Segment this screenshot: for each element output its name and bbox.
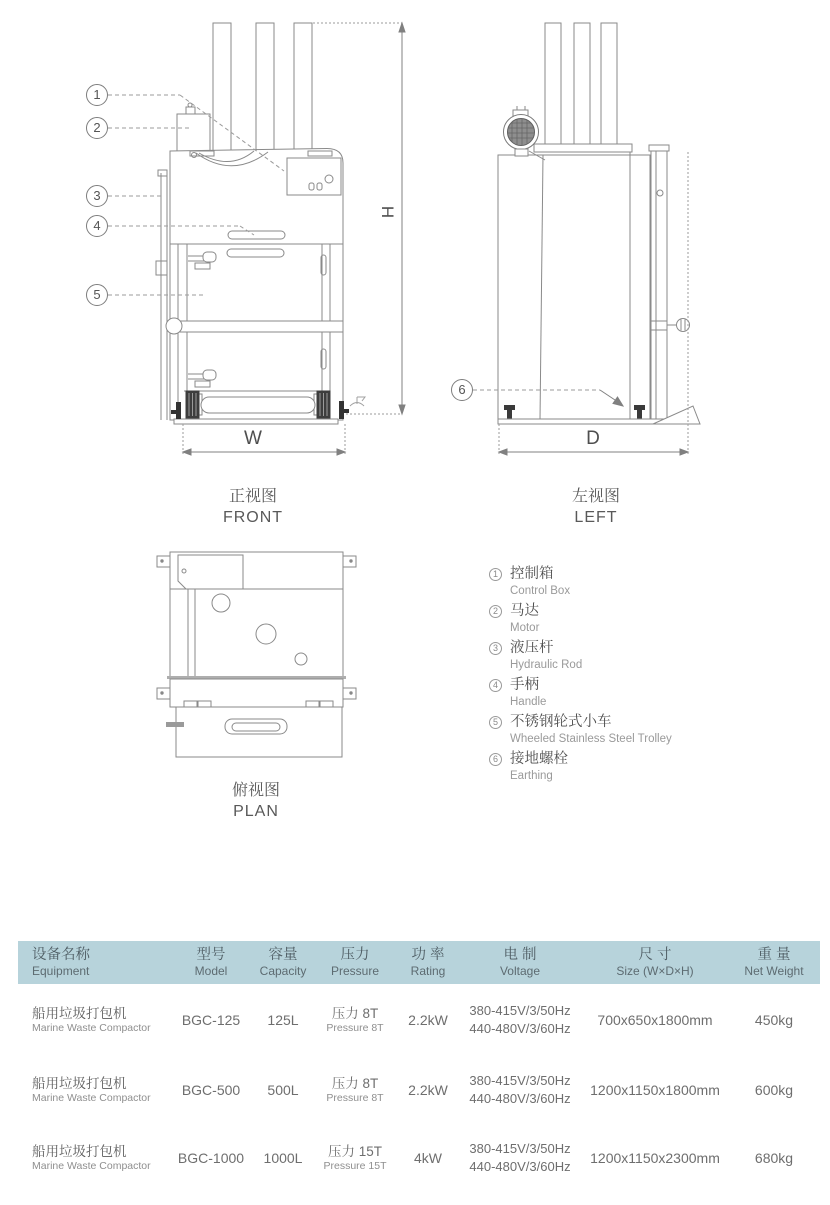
- cell-equipment: [18, 1143, 168, 1173]
- legend-num-4: 4: [489, 679, 502, 692]
- legend-num-2: 2: [489, 605, 502, 618]
- plan-view-title-en: PLAN: [233, 803, 279, 820]
- pressure-cn: 压力 8T: [331, 1006, 379, 1021]
- voltage-line-1: 380-415V/3/50Hz: [469, 1003, 571, 1018]
- voltage-line-1: 380-415V/3/50Hz: [469, 1141, 571, 1156]
- col-capacity: [254, 947, 312, 978]
- callout-6-earthing: 6: [451, 379, 473, 401]
- front-view-drawing: [156, 23, 365, 424]
- legend-cn: 接地螺栓: [510, 751, 568, 767]
- callout-5-trolley: 5: [86, 284, 108, 306]
- col-rating-cn: 功 率: [411, 947, 445, 963]
- cell-weight: 600kg: [754, 1082, 794, 1098]
- cell-capacity: 500L: [267, 1082, 299, 1098]
- legend-item-earthing: [489, 750, 799, 783]
- left-view-title-cn: 左视图: [571, 488, 621, 505]
- earthing-symbol-icon: [350, 397, 365, 406]
- left-view-title-en: LEFT: [574, 509, 618, 526]
- col-capacity-cn: 容量: [268, 947, 298, 963]
- col-pressure-cn: 压力: [340, 947, 370, 963]
- col-size-cn: 尺 寸: [638, 947, 672, 963]
- col-net-weight-en: Net Weight: [744, 964, 804, 978]
- col-rating: [398, 947, 458, 978]
- left-view-drawing: [498, 23, 700, 424]
- legend-cn: 马达: [510, 603, 539, 619]
- voltage-line-1: 380-415V/3/50Hz: [469, 1073, 571, 1088]
- cell-model: BGC-500: [181, 1082, 241, 1098]
- col-equipment: [18, 947, 168, 978]
- dim-label-w: W: [244, 428, 262, 449]
- cell-rating: 2.2kW: [408, 1012, 448, 1028]
- legend-num-3: 3: [489, 642, 502, 655]
- cell-pressure: [312, 1075, 398, 1105]
- cell-capacity: 1000L: [263, 1150, 303, 1166]
- col-capacity-en: Capacity: [259, 964, 307, 978]
- cell-voltage: [458, 1002, 582, 1038]
- legend-en: Handle: [510, 696, 547, 708]
- dim-label-h: H: [378, 205, 398, 219]
- table-row-bgc-125: [18, 996, 820, 1044]
- voltage-line-2: 440-480V/3/60Hz: [469, 1021, 571, 1036]
- front-view-title: [223, 486, 283, 528]
- spec-table-header: [18, 941, 820, 984]
- pressure-en: Pressure 8T: [326, 1092, 384, 1104]
- equipment-en: Marine Waste Compactor: [32, 1092, 151, 1104]
- cell-weight: 680kg: [754, 1150, 794, 1166]
- col-voltage: [458, 947, 582, 978]
- callout-2-motor: 2: [86, 117, 108, 139]
- dim-label-d: D: [586, 428, 600, 449]
- table-row-bgc-500: [18, 1066, 820, 1114]
- cell-voltage: [458, 1072, 582, 1108]
- equipment-en: Marine Waste Compactor: [32, 1160, 151, 1172]
- front-view-title-en: FRONT: [222, 509, 284, 526]
- legend-cn: 手柄: [510, 677, 539, 693]
- legend-item-control-box: [489, 565, 799, 598]
- voltage-line-2: 440-480V/3/60Hz: [469, 1091, 571, 1106]
- cell-size: 1200x1150x2300mm: [590, 1150, 720, 1166]
- cell-weight: 450kg: [754, 1012, 794, 1028]
- left-view-title: [572, 486, 620, 528]
- plan-view-title-cn: 俯视图: [231, 782, 281, 799]
- legend-cn: 液压杆: [510, 640, 554, 656]
- col-pressure-en: Pressure: [330, 964, 380, 978]
- legend-en: Control Box: [510, 585, 571, 597]
- legend-item-hydraulic-rod: [489, 639, 799, 672]
- legend-num-1: 1: [489, 568, 502, 581]
- callout-1-control-box: 1: [86, 84, 108, 106]
- cell-equipment: [18, 1075, 168, 1105]
- col-voltage-en: Voltage: [499, 964, 541, 978]
- col-equipment-en: Equipment: [32, 964, 90, 978]
- col-size: [582, 947, 728, 978]
- legend-en: Earthing: [510, 770, 553, 782]
- cell-model: BGC-125: [181, 1012, 241, 1028]
- col-model-en: Model: [194, 964, 228, 978]
- cell-size: 1200x1150x1800mm: [590, 1082, 720, 1098]
- cell-voltage: [458, 1140, 582, 1176]
- cell-pressure: [312, 1143, 398, 1173]
- legend-item-motor: [489, 602, 799, 635]
- callout-4-handle: 4: [86, 215, 108, 237]
- legend-cn: 控制箱: [510, 566, 554, 582]
- col-voltage-cn: 电 制: [503, 947, 537, 963]
- table-row-bgc-1000: [18, 1134, 820, 1182]
- cell-pressure: [312, 1005, 398, 1035]
- col-model-cn: 型号: [196, 947, 226, 963]
- legend-en: Hydraulic Rod: [510, 659, 583, 671]
- cell-size: 700x650x1800mm: [597, 1012, 713, 1028]
- legend-num-6: 6: [489, 753, 502, 766]
- voltage-line-2: 440-480V/3/60Hz: [469, 1159, 571, 1174]
- col-pressure: [312, 947, 398, 978]
- cell-model: BGC-1000: [177, 1150, 245, 1166]
- parts-legend: [489, 565, 799, 787]
- col-size-en: Size (W×D×H): [616, 964, 694, 978]
- equipment-cn: 船用垃圾打包机: [32, 1144, 127, 1159]
- callout-3-hydraulic-rod: 3: [86, 185, 108, 207]
- pressure-en: Pressure 8T: [326, 1022, 384, 1034]
- equipment-cn: 船用垃圾打包机: [32, 1006, 127, 1021]
- front-view-title-cn: 正视图: [228, 488, 278, 505]
- equipment-cn: 船用垃圾打包机: [32, 1076, 127, 1091]
- pressure-en: Pressure 15T: [323, 1160, 387, 1172]
- col-net-weight: [728, 947, 820, 978]
- equipment-en: Marine Waste Compactor: [32, 1022, 151, 1034]
- plan-view-drawing: [157, 552, 356, 757]
- legend-cn: 不锈钢轮式小车: [510, 714, 612, 730]
- cell-capacity: 125L: [267, 1012, 299, 1028]
- pressure-cn: 压力 15T: [327, 1144, 382, 1159]
- plan-view-title: [232, 780, 280, 822]
- legend-en: Wheeled Stainless Steel Trolley: [510, 733, 672, 745]
- pressure-cn: 压力 8T: [331, 1076, 379, 1091]
- legend-item-handle: [489, 676, 799, 709]
- legend-en: Motor: [510, 622, 540, 634]
- col-equipment-cn: 设备名称: [32, 947, 90, 963]
- legend-num-5: 5: [489, 716, 502, 729]
- col-rating-en: Rating: [410, 964, 446, 978]
- col-model: [168, 947, 254, 978]
- col-net-weight-cn: 重 量: [757, 947, 791, 963]
- legend-item-trolley: [489, 713, 799, 746]
- cell-rating: 4kW: [414, 1150, 442, 1166]
- cell-rating: 2.2kW: [408, 1082, 448, 1098]
- cell-equipment: [18, 1005, 168, 1035]
